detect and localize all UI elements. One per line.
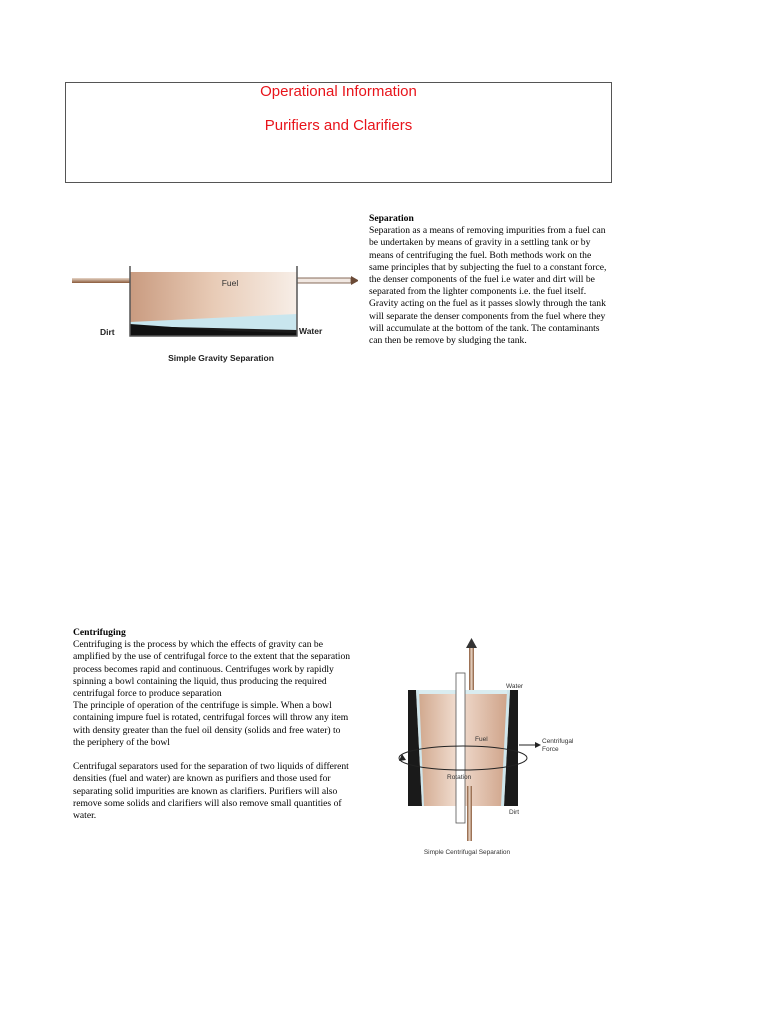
outlet-arrow <box>466 638 477 648</box>
gravity-dirt-label: Dirt <box>100 327 115 337</box>
inlet-pipe <box>467 786 472 841</box>
gravity-caption: Simple Gravity Separation <box>168 353 274 363</box>
inlet-pipe <box>72 278 130 283</box>
outlet-pipe <box>469 646 474 690</box>
centrifugal-force-label-2: Force <box>542 746 559 753</box>
centrifugal-water-label: Water <box>506 683 524 690</box>
gravity-fuel-label: Fuel <box>221 278 239 288</box>
page-subtitle: Purifiers and Clarifiers <box>264 117 413 134</box>
centrifugal-dirt-label: Dirt <box>509 809 520 816</box>
outlet-arrow <box>351 276 358 285</box>
separation-paragraph-1: Separation as a means of removing impurities from a fuel can be undertaken by means of gravity in a settling tank or by means of centrifuging the fuel. Both methods work on the same principles that by subjecting the fuel to a constant force, the denser components of the fuel i.e water and dirt will be separated from the lighter components i.e. the fuel itself. <box>369 225 607 298</box>
outlet-pipe <box>297 278 351 283</box>
centrifugal-separation-figure <box>395 636 595 861</box>
centrifuging-section <box>73 627 353 822</box>
separation-heading: Separation <box>369 213 414 224</box>
centrifugal-force-label-1: Centrifugal <box>542 738 574 745</box>
central-tube <box>456 673 465 823</box>
separation-section <box>369 213 609 347</box>
separation-paragraph-2: Gravity acting on the fuel as it passes slowly through the tank will separate the denser components from the fuel where they will accumulate at the bottom of the tank. The contaminants can then be remove by sludging the tank. <box>369 298 606 347</box>
centrifugal-fuel-label: Fuel <box>475 736 488 743</box>
centrifuging-paragraph-3: Centrifugal separators used for the separation of two liquids of different densities (fuel and water) are known as purifiers and those used for separating solid impurities are known as clarifiers. Purifiers will also remove some solids and clarifiers will also remove small quantities of water. <box>73 761 349 822</box>
centrifuging-paragraph-1: Centrifuging is the process by which the effects of gravity can be amplified by the use of centrifugal force to the extent that the separation process becomes rapid and continuous. Centrifuges work by rapidly spinning a bowl containing the liquid, thus producing the required centrifugal force to produce separation <box>73 639 351 700</box>
centrifuging-heading: Centrifuging <box>73 627 126 638</box>
centrifuging-paragraph-2: The principle of operation of the centrifuge is simple. When a bowl containing impure fuel is rotated, centrifugal forces will throw any item with density greater than the fuel oil density (solids and free water) to the periphery of the bowl <box>73 700 349 748</box>
gravity-separation-figure <box>68 262 358 372</box>
gravity-water-label: Water <box>299 326 323 336</box>
page-title: Operational Information <box>260 83 417 100</box>
centrifugal-caption: Simple Centrifugal Separation <box>423 849 511 856</box>
header-box <box>65 82 612 183</box>
rotation-label: Rotation <box>447 774 472 781</box>
